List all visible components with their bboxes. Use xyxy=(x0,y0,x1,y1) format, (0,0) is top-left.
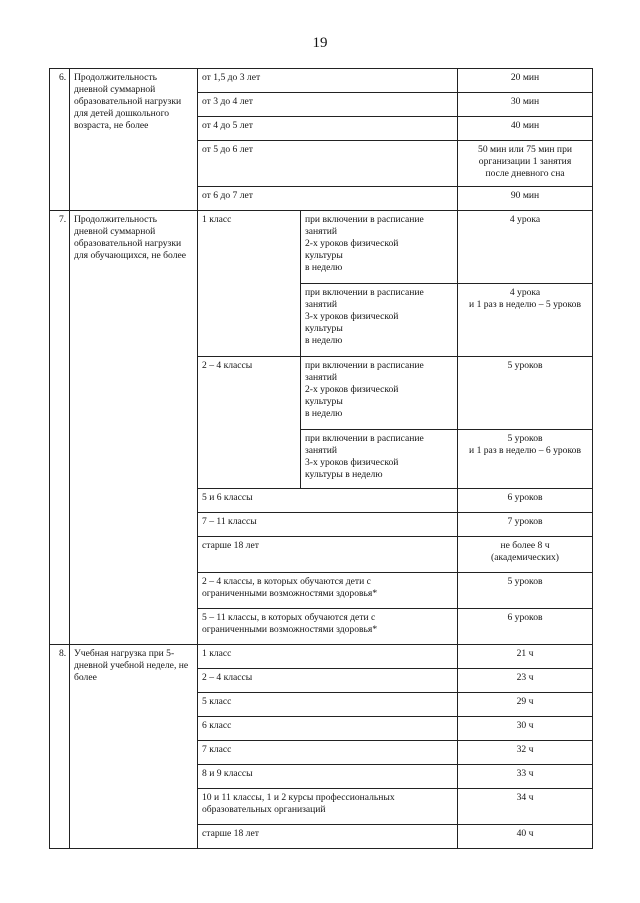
value-cell: 23 ч xyxy=(458,669,593,693)
table-row xyxy=(50,211,593,284)
value-cell: 4 урока и 1 раз в неделю – 5 уроков xyxy=(458,284,593,357)
value-cell: 32 ч xyxy=(458,741,593,765)
page-number: 19 xyxy=(312,35,328,51)
value-cell: 5 уроков xyxy=(458,357,593,430)
condition-cell: 5 – 11 классы, в которых обучаются дети с ограниченными возможностями здоровья* xyxy=(198,609,458,645)
condition-cell: 7 – 11 классы xyxy=(198,513,458,537)
condition-cell: при включении в расписание занятий 2-х уроков физической культуры в неделю xyxy=(301,357,458,430)
value-cell: 6 уроков xyxy=(458,489,593,513)
value-cell: 5 уроков и 1 раз в неделю – 6 уроков xyxy=(458,430,593,489)
value-cell: 30 ч xyxy=(458,717,593,741)
condition-cell: от 3 до 4 лет xyxy=(198,93,458,117)
condition-cell: 7 класс xyxy=(198,741,458,765)
condition-cell: от 1,5 до 3 лет xyxy=(198,69,458,93)
value-cell: 34 ч xyxy=(458,789,593,825)
table-row xyxy=(50,645,593,669)
condition-cell: при включении в расписание занятий 3-х уроков физической культуры в неделю xyxy=(301,284,458,357)
condition-cell: 10 и 11 классы, 1 и 2 курсы профессиональных образовательных организаций xyxy=(198,789,458,825)
condition-cell: старше 18 лет xyxy=(198,825,458,849)
condition-cell: 6 класс xyxy=(198,717,458,741)
norms-table xyxy=(49,68,593,849)
section-parameter: Продолжительность дневной суммарной образовательной нагрузки для детей дошкольного возраста, не более xyxy=(70,69,198,211)
value-cell: не более 8 ч (академических) xyxy=(458,537,593,573)
condition-cell: 2 – 4 классы, в которых обучаются дети с ограниченными возможностями здоровья* xyxy=(198,573,458,609)
value-cell: 30 мин xyxy=(458,93,593,117)
value-cell: 6 уроков xyxy=(458,609,593,645)
condition-cell: от 6 до 7 лет xyxy=(198,187,458,211)
condition-cell: при включении в расписание занятий 3-х уроков физической культуры в неделю xyxy=(301,430,458,489)
section-number: 6. xyxy=(50,69,70,211)
condition-cell: от 5 до 6 лет xyxy=(198,141,458,187)
condition-cell: 5 и 6 классы xyxy=(198,489,458,513)
condition-cell: 1 класс xyxy=(198,645,458,669)
value-cell: 33 ч xyxy=(458,765,593,789)
condition-cell: 5 класс xyxy=(198,693,458,717)
condition-cell: старше 18 лет xyxy=(198,537,458,573)
value-cell: 20 мин xyxy=(458,69,593,93)
value-cell: 4 урока xyxy=(458,211,593,284)
grade-cell: 1 класс xyxy=(198,211,301,357)
value-cell: 5 уроков xyxy=(458,573,593,609)
value-cell: 21 ч xyxy=(458,645,593,669)
section-number: 8. xyxy=(50,645,70,849)
section-parameter: Продолжительность дневной суммарной образовательной нагрузки для обучающихся, не более xyxy=(70,211,198,645)
value-cell: 90 мин xyxy=(458,187,593,211)
condition-cell: при включении в расписание занятий 2-х уроков физической культуры в неделю xyxy=(301,211,458,284)
value-cell: 40 мин xyxy=(458,117,593,141)
value-cell: 7 уроков xyxy=(458,513,593,537)
value-cell: 50 мин или 75 мин при организации 1 занятия после дневного сна xyxy=(458,141,593,187)
table-row xyxy=(50,69,593,93)
value-cell: 40 ч xyxy=(458,825,593,849)
condition-cell: от 4 до 5 лет xyxy=(198,117,458,141)
value-cell: 29 ч xyxy=(458,693,593,717)
section-parameter: Учебная нагрузка при 5-дневной учебной неделе, не более xyxy=(70,645,198,849)
condition-cell: 2 – 4 классы xyxy=(198,669,458,693)
section-number: 7. xyxy=(50,211,70,645)
condition-cell: 8 и 9 классы xyxy=(198,765,458,789)
grade-cell: 2 – 4 классы xyxy=(198,357,301,489)
